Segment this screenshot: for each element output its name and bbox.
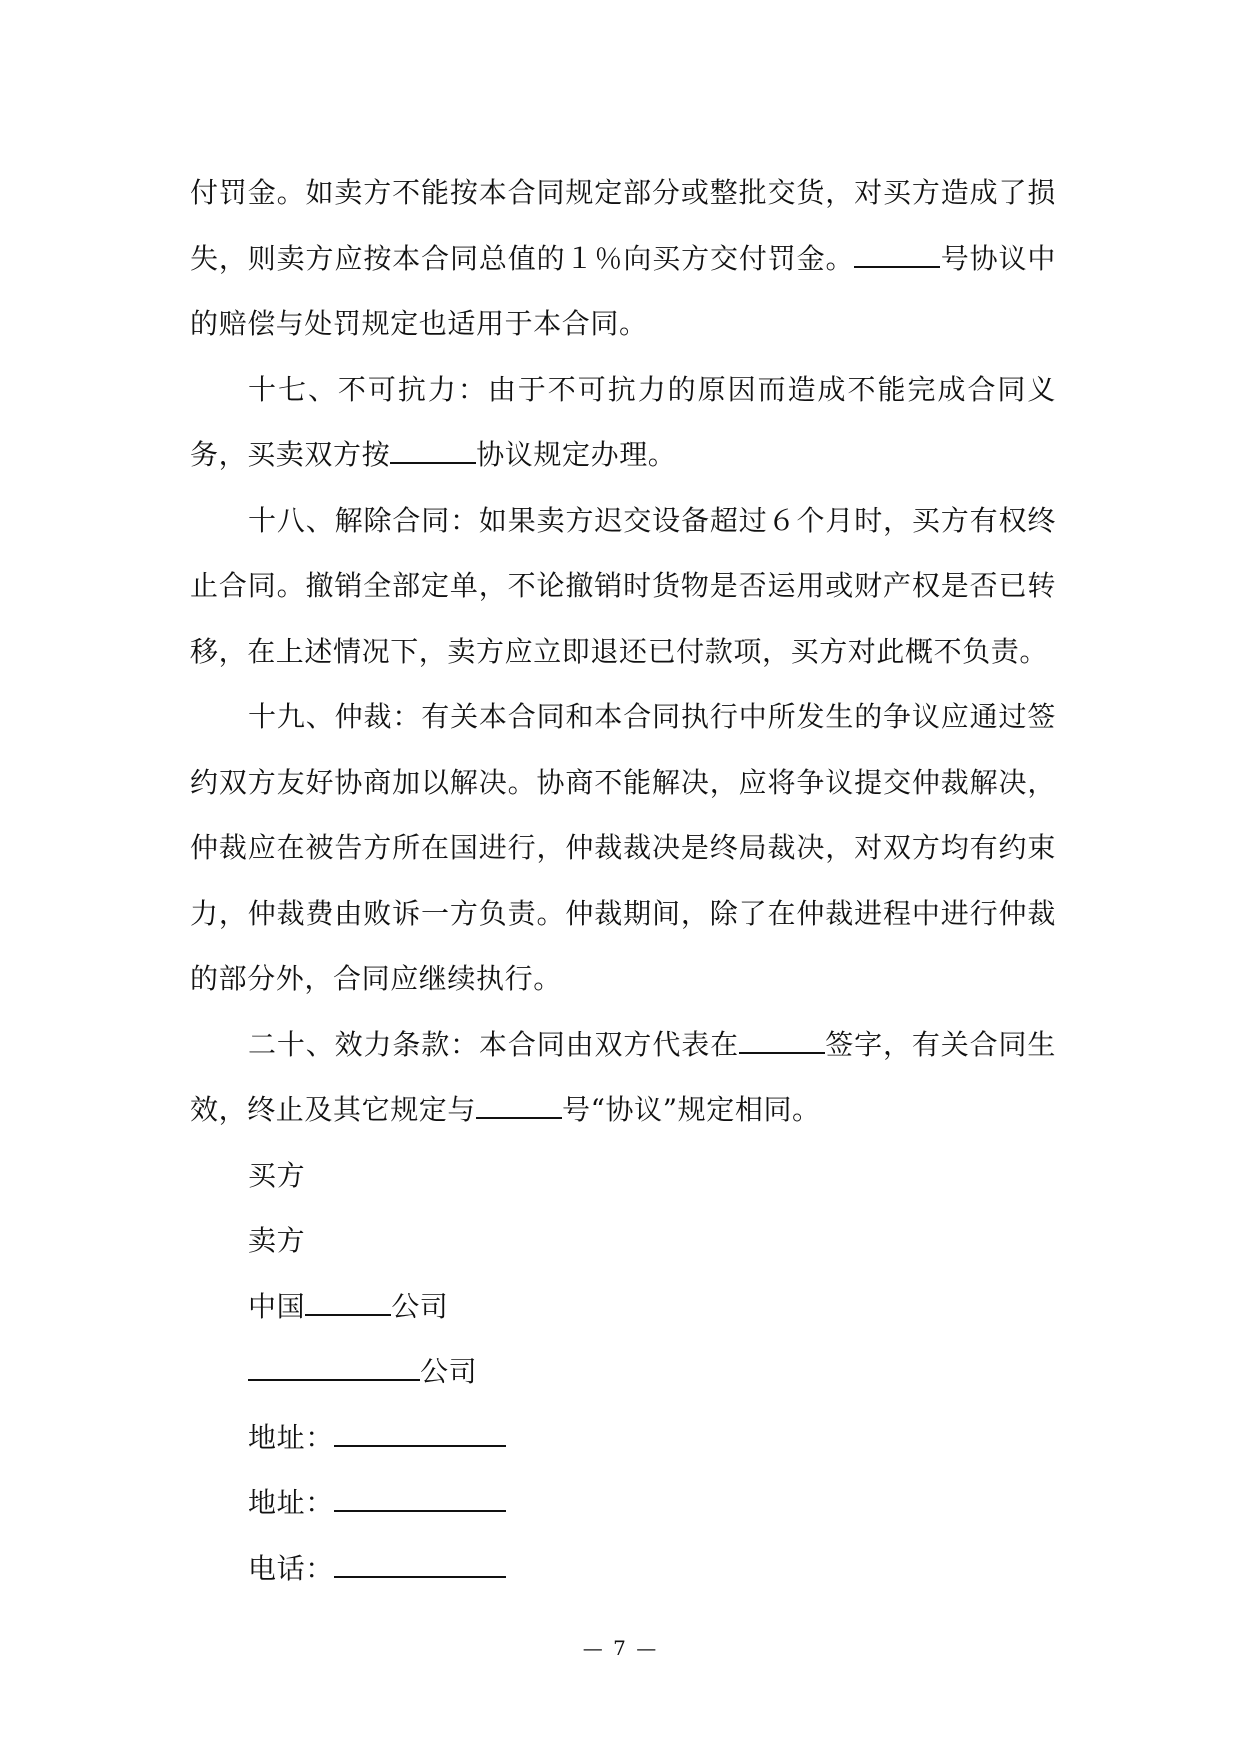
clause-20: [190, 1012, 1056, 1143]
buyer-address-line: [190, 1405, 1056, 1471]
clause-18-text: 十八、解除合同：如果卖方迟交设备超过６个月时，买方有权终止合同。撤销全部定单，不论撤销时货物是否运用或财产权是否已转移，在上述情况下，卖方应立即退还已付款项，买方对此概不负责。: [190, 503, 1056, 668]
blank-field[interactable]: [390, 436, 476, 464]
blank-field[interactable]: [334, 1419, 506, 1447]
phone-line: [190, 1536, 1056, 1602]
clause-20-text-b: 签字，有关合同生效，终止及其它规定与: [190, 1027, 1056, 1126]
phone-label: 电话：: [248, 1551, 334, 1585]
blank-field[interactable]: [739, 1026, 825, 1054]
page-number: — 7 —: [582, 1636, 659, 1660]
company-label: 公司: [420, 1355, 478, 1388]
clause-17-text-a: 十七、不可抗力：由于不可抗力的原因而造成不能完成合同义务，买卖双方按: [190, 372, 1056, 471]
company-label: 公司: [391, 1289, 449, 1323]
clause-17: [190, 357, 1056, 488]
clause-20-text-c: 号“协议”规定相同。: [562, 1093, 821, 1126]
address-label: 地址：: [248, 1486, 334, 1519]
clause-18: [190, 488, 1056, 685]
document-body: [190, 160, 1056, 1601]
buyer-company-line: [190, 1274, 1056, 1340]
clause-17-text-b: 协议规定办理。: [476, 438, 677, 471]
seller-address-line: [190, 1470, 1056, 1536]
blank-field[interactable]: [334, 1484, 506, 1512]
clause-19-text: 十九、仲裁：有关本合同和本合同执行中所发生的争议应通过签约双方友好协商加以解决。协商不能解决，应将争议提交仲裁解决，仲裁应在被告方所在国进行，仲裁裁决是终局裁决，对双方均有约束力，仲裁费由败诉一方负责。仲裁期间，除了在仲裁进程中进行仲裁的部分外，合同应继续执行。: [190, 700, 1056, 995]
seller-company-line: [190, 1339, 1056, 1405]
clause-16-text-a: 付罚金。如卖方不能按本合同规定部分或整批交货，对买方造成了损失，则卖方应按本合同总值的１％向买方交付罚金。: [190, 176, 1056, 275]
clause-19: [190, 684, 1056, 1012]
blank-field[interactable]: [248, 1353, 420, 1381]
clause-16-continuation: [190, 160, 1056, 357]
blank-field[interactable]: [854, 240, 940, 268]
buyer-label: 买方: [248, 1158, 306, 1192]
china-prefix: 中国: [248, 1289, 306, 1323]
clause-20-text-a: 二十、效力条款：本合同由双方代表在: [248, 1027, 739, 1061]
blank-field[interactable]: [476, 1091, 562, 1119]
address-label: 地址：: [248, 1420, 334, 1454]
blank-field[interactable]: [305, 1288, 391, 1316]
clause-16-text-b: 号协议中的赔偿与处罚规定也适用于本合同。: [190, 241, 1056, 340]
seller-label: 卖方: [248, 1224, 306, 1257]
blank-field[interactable]: [334, 1550, 506, 1578]
